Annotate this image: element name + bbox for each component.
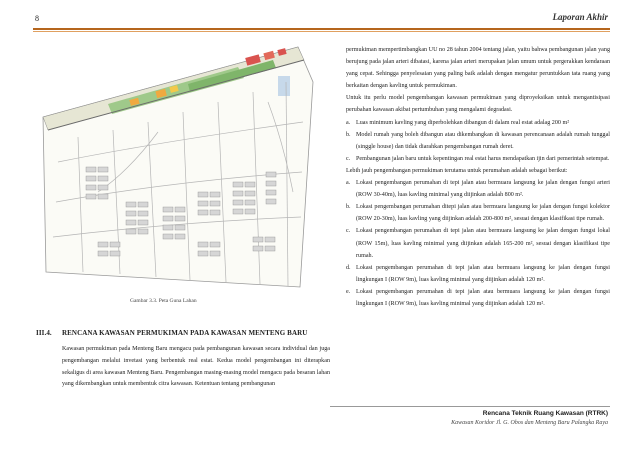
page-number: 8 xyxy=(35,14,39,23)
list-item: a. Lokasi pengembangan perumahan di tepi jalan atau bermuara langsung ke jalan dengan fungsi arteri (ROW 30-40m), luas kavling minimal yang diijinkan adalah 800 m². xyxy=(346,180,610,199)
section-body: Kawasan permukiman pada Menteng Baru mengacu pada pembangunan kawasan secara individual dan juga pengembangan melalui invetasi yang berbentuk real estat. Kedua model pengembangan ini diterapkan sekaligus di area kawasan Menteng Baru. Pengembangan masing-masing model mengacu pada besaran lahan yang dikembangkan untuk membentuk citra kawasan. Ketentuan tentang pembangunan xyxy=(62,346,330,388)
header-rule-thin xyxy=(33,31,610,32)
list-item: a. Luas minimum kavling yang diperbolehkan dibangun di dalam real estat adalag 200 m² xyxy=(346,119,570,126)
list-item: e. Lokasi pengembangan perumahan di tepi jalan atau bermuara langsung ke jalan dengan fungsi lingkungan I (ROW 9m), luas kavling minimal yang diijinkan adalah 120 m². xyxy=(346,288,610,307)
land-use-map xyxy=(38,42,318,292)
figure-caption: Gambar 3.3. Peta Guna Lahan xyxy=(130,298,197,304)
document-title: Laporan Akhir xyxy=(552,12,608,22)
paragraph: permukiman mempertimbangkan UU no 28 tahun 2004 tentang jalan, yaitu bahwa pembangunan jalan yang berujung pada jalan arteri dibatasi, karena jalan arteri merupakan jalan umum untuk pergerakkan kendaraan yang cepat. Sehingga penyelesaian yang paling baik adalah dengan mengatur peruntukkan tata ruang yang berkaitan dengan kavling untuk permukiman. xyxy=(346,47,610,90)
paragraph: Lebih jauh pengembangan permukiman terutama untuk perumahan adalah sebagai berikut: xyxy=(346,167,568,174)
section-title: RENCANA KAWASAN PERMUKIMAN PADA KAWASAN MENTENG BARU xyxy=(62,329,308,337)
list-item: d. Lokasi pengembangan perumahan di tepi jalan atau bermuara langsung ke jalan dengan fungsi lingkungan I (ROW 9m), luas kavling minimal yang diijinkan adalah 120 m². xyxy=(346,264,610,283)
paragraph: Untuk itu perlu model pengembangan kawasan permukiman yang diproyeksikan untuk mengantisipasi perubahan kawasan akibat pertumbuhan yang mengalami degradasi. xyxy=(346,95,610,114)
footer-subtitle: Kawasan Koridor Jl. G. Obos dan Menteng Baru Palangka Raya xyxy=(451,420,608,426)
header-rule xyxy=(33,28,610,30)
footer-title: Rencana Teknik Ruang Kawasan (RTRK) xyxy=(482,410,608,417)
list-item: c. Lokasi pengembangan perumahan di tepi jalan atau bermuara langsung ke jalan dengan fungsi lokal (ROW 15m), luas kavling minimal yang diijinkan adalah 165-200 m², sesuai dengan klasifikasi tipe rumah. xyxy=(346,228,610,259)
facility-block xyxy=(278,76,290,96)
list-item: b. Lokasi pengembangan perumahan ditepi jalan atau bermuara langsung ke jalan dengan fungsi kolektor (ROW 20-30m), luas kavling yang diijinkan adalah 200-800 m², sesuai dengan klasifikasi tipe rumah. xyxy=(346,204,610,223)
list-item: b. Model rumah yang boleh dibangun atau dikembangkan di kawasan perencanaan adalah rumah tunggal (singgle house) dan tidak diarahkan pengembangan rumah deret. xyxy=(346,131,610,150)
footer-rule xyxy=(330,406,610,407)
section-number: III.4. xyxy=(36,329,52,337)
section-heading xyxy=(36,329,307,337)
list-item: c. Pembangunan jalan baru untuk kepentingan real estat harus mendapatkan ijin dari pemerintah setempat. xyxy=(346,155,610,162)
right-column xyxy=(346,44,610,310)
